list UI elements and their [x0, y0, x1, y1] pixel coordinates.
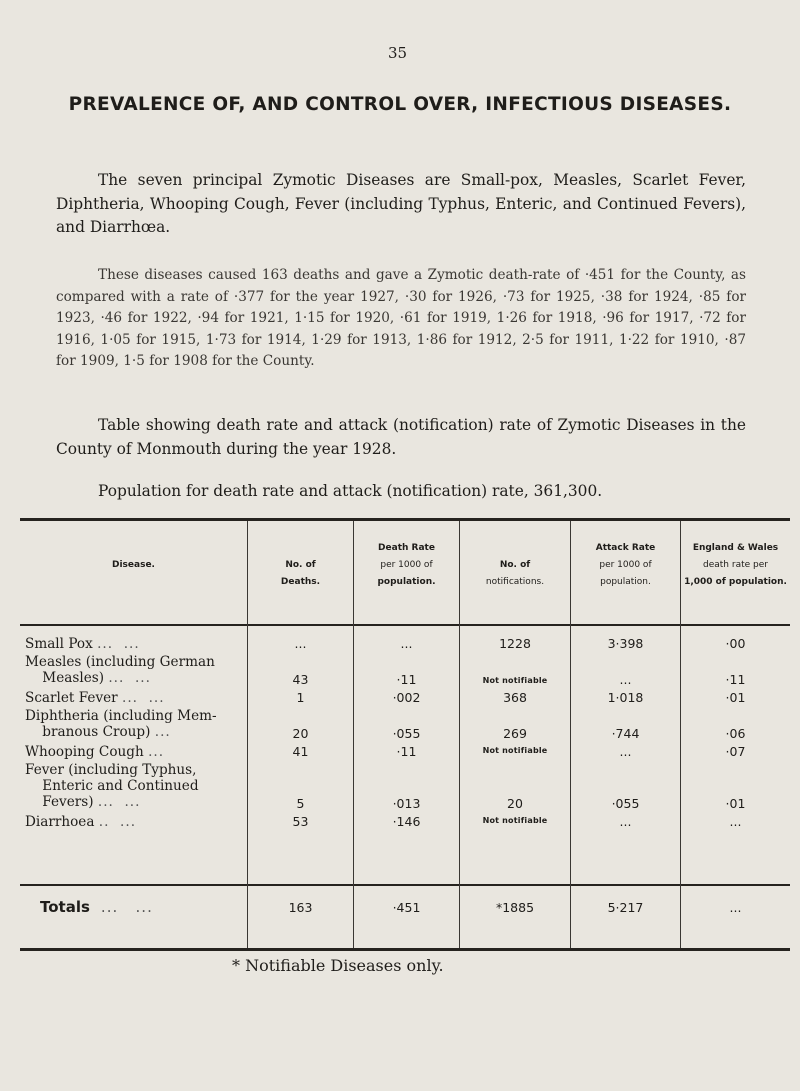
table-cell: Not notifiable — [482, 816, 548, 825]
table-row-label: Scarlet Fever ... ... — [25, 690, 165, 706]
table-cell: 20 — [507, 796, 523, 811]
table-intro-paragraph: Table showing death rate and attack (notification) rate of Zymotic Diseases in the County of Monmouth during the year 1928. — [56, 416, 746, 458]
table-cell: ... — [729, 814, 742, 829]
table-row-label: Small Pox ... ... — [25, 636, 140, 652]
table-cell: 1·018 — [607, 690, 644, 705]
totals-cell: *1885 — [495, 900, 535, 915]
table-cell: 20 — [292, 726, 309, 741]
table-cell: ... — [619, 672, 632, 687]
table-cell: ·11 — [396, 672, 417, 687]
table-row-label: Diarrhoea .. ... — [25, 814, 137, 830]
table-row-label: Whooping Cough ... — [25, 744, 165, 760]
header-disease: Disease. — [112, 560, 155, 570]
table-cell: 1 — [296, 690, 305, 705]
table-cell: ·07 — [725, 744, 746, 759]
population-paragraph: Population for death rate and attack (notification) rate, 361,300. — [98, 482, 603, 500]
table-cell: Not notifiable — [482, 746, 548, 755]
table-cell: 269 — [503, 726, 527, 741]
table-cell: ·11 — [396, 744, 417, 759]
table-cell: ... — [400, 636, 413, 651]
table-cell: 3·398 — [607, 636, 644, 651]
header-deaths: No. of Deaths. — [280, 560, 321, 587]
table-cell: ·01 — [725, 796, 746, 811]
table-cell: Not notifiable — [482, 676, 548, 685]
table-cell: ·06 — [725, 726, 746, 741]
table-row-label: Fever (including Typhus, Enteric and Continued Fevers) ... ... — [25, 762, 199, 810]
table-top-rule — [20, 518, 790, 521]
header-death-rate: Death Rate per 1000 of population. — [377, 543, 436, 587]
header-notifications: No. of notifications. — [485, 560, 545, 587]
intro-paragraph: The seven principal Zymotic Diseases are Small-pox, Measles, Scarlet Fever, Diphtheria, Whooping Cough, Fever (including Typhus, Enteric, and Continued Fevers), and Diarrhœa. — [56, 171, 746, 236]
page-title: PREVALENCE OF, AND CONTROL OVER, INFECTIOUS DISEASES. — [68, 94, 732, 115]
table-totals-rule — [20, 884, 790, 886]
table-bottom-rule — [20, 948, 790, 951]
table-cell: ... — [619, 814, 632, 829]
table-header-rule — [20, 624, 790, 626]
table-cell: ·744 — [611, 726, 640, 741]
table-cell: 368 — [503, 690, 527, 705]
table-cell: ·11 — [725, 672, 746, 687]
totals-cell: ... — [729, 900, 742, 915]
table-cell: 43 — [292, 672, 309, 687]
table-cell: ·146 — [392, 814, 421, 829]
totals-cell: 163 — [288, 900, 313, 915]
header-england-wales-rate: England & Wales death rate per 1,000 of population. — [684, 543, 787, 587]
table-cell: ·002 — [392, 690, 421, 705]
table-cell: ·013 — [392, 796, 421, 811]
death-rates-paragraph: These diseases caused 163 deaths and gave a Zymotic death-rate of ·451 for the County, as compared with a rate of ·377 for the year 1927, ·30 for 1926, ·73 for 1925, ·38 for 1924, ·85 for 1923, ·46 for 1922, ·94 for 1921, 1·15 for 1920, ·61 for 1919, 1·26 for 1918, ·96 for 1917, ·72 for 1916, 1·05 for 1915, 1·73 for 1914, 1·29 for 1913, 1·86 for 1912, 2·5 for 1911, 1·22 for 1910, ·87 for 1909, 1·5 for 1908 for the County. — [56, 267, 746, 369]
table-cell: ... — [294, 636, 307, 651]
table-cell: ... — [619, 744, 632, 759]
table-cell: ·01 — [725, 690, 746, 705]
table-cell: 5 — [296, 796, 305, 811]
totals-label: Totals ... ... — [40, 898, 153, 916]
table-row-label: Measles (including German Measles) ... ... — [25, 654, 215, 686]
table-cell: 53 — [292, 814, 309, 829]
footnote: * Notifiable Diseases only. — [232, 956, 444, 975]
table-row-label: Diphtheria (including Mem- branous Croup) ... — [25, 708, 217, 740]
header-attack-rate: Attack Rate per 1000 of population. — [595, 543, 656, 587]
table-cell: 1228 — [499, 636, 531, 651]
table-cell: ·055 — [611, 796, 640, 811]
totals-cell: ·451 — [392, 900, 421, 915]
totals-cell: 5·217 — [607, 900, 644, 915]
table-cell: 41 — [292, 744, 309, 759]
table-cell: ·055 — [392, 726, 421, 741]
page-number: 35 — [388, 44, 408, 62]
table-cell: ·00 — [725, 636, 746, 651]
